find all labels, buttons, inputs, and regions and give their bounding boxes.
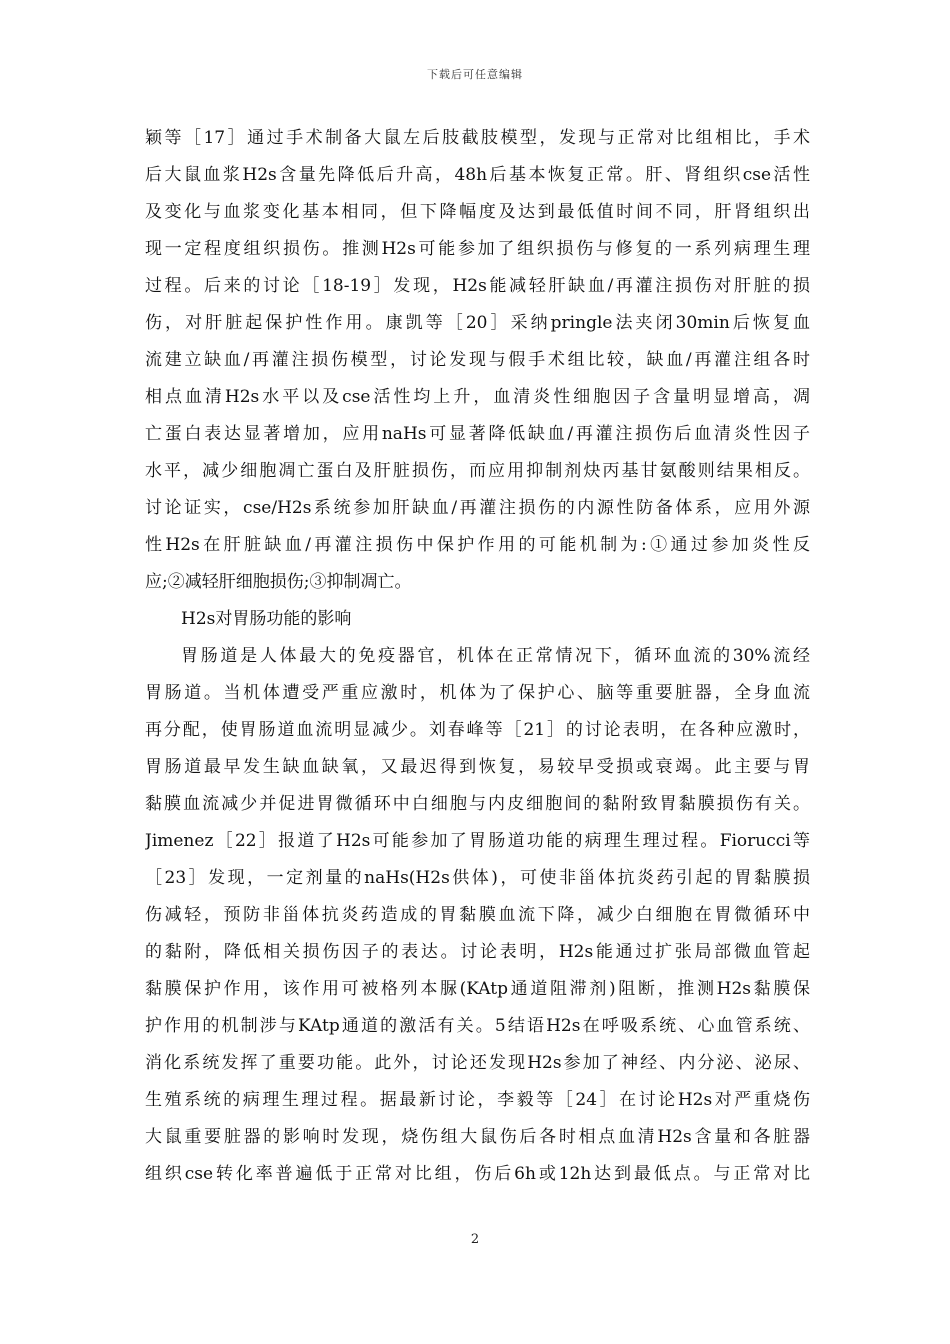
text-line: 大鼠重要脏器的影响时发现，烧伤组大鼠伤后各时相点血清H2s含量和各脏器 bbox=[145, 1127, 810, 1147]
page-header: 下载后可任意编辑 bbox=[427, 68, 523, 81]
text-line: 伤，对肝脏起保护性作用。康凯等［20］采纳pringle法夹闭30min后恢复血 bbox=[145, 313, 810, 333]
text-line: Jimenez［22］报道了H2s可能参加了胃肠道功能的病理生理过程。Fiorucci等 bbox=[145, 831, 810, 851]
text-line: 黏膜保护作用，该作用可被格列本脲(KAtp通道阻滞剂)阻断，推测H2s黏膜保 bbox=[145, 979, 810, 999]
text-line: 伤减轻，预防非甾体抗炎药造成的胃黏膜血流下降，减少白细胞在胃微循环中 bbox=[145, 905, 810, 925]
text-line: 后大鼠血浆H2s含量先降低后升高，48h后基本恢复正常。肝、肾组织cse活性 bbox=[145, 165, 810, 185]
text-line: 颖等［17］通过手术制备大鼠左后肢截肢模型，发现与正常对比组相比，手术 bbox=[145, 128, 810, 148]
text-line: 的黏附，降低相关损伤因子的表达。讨论表明，H2s能通过扩张局部微血管起 bbox=[145, 942, 810, 962]
text-line: 消化系统发挥了重要功能。此外，讨论还发现H2s参加了神经、内分泌、泌尿、 bbox=[145, 1053, 810, 1073]
text-line: 胃肠道最早发生缺血缺氧，又最迟得到恢复，易较早受损或衰竭。此主要与胃 bbox=[145, 757, 810, 777]
text-line: 及变化与血浆变化基本相同，但下降幅度及达到最低值时间不同，肝肾组织出 bbox=[145, 202, 810, 222]
text-line: 相点血清H2s水平以及cse活性均上升，血清炎性细胞因子含量明显增高，凋 bbox=[145, 387, 810, 407]
text-line: 生殖系统的病理生理过程。据最新讨论，李毅等［24］在讨论H2s对严重烧伤 bbox=[145, 1090, 810, 1110]
text-line: 流建立缺血/再灌注损伤模型，讨论发现与假手术组比较，缺血/再灌注组各时 bbox=[145, 350, 810, 370]
text-line: 现一定程度组织损伤。推测H2s可能参加了组织损伤与修复的一系列病理生理 bbox=[145, 239, 810, 259]
text-line: 应;②减轻肝细胞损伤;③抑制凋亡。 bbox=[145, 572, 412, 592]
text-line: 过程。后来的讨论［18-19］发现，H2s能减轻肝缺血/再灌注损伤对肝脏的损 bbox=[145, 276, 810, 296]
text-line: 亡蛋白表达显著增加，应用naHs可显著降低缺血/再灌注损伤后血清炎性因子 bbox=[145, 424, 810, 444]
text-line: ［23］发现，一定剂量的naHs(H2s供体)，可使非甾体抗炎药引起的胃黏膜损 bbox=[145, 868, 810, 888]
text-line: 再分配，使胃肠道血流明显减少。刘春峰等［21］的讨论表明，在各种应激时， bbox=[145, 720, 810, 740]
text-line: 性H2s在肝脏缺血/再灌注损伤中保护作用的可能机制为:①通过参加炎性反 bbox=[145, 535, 810, 555]
text-line: 护作用的机制涉与KAtp通道的激活有关。5结语H2s在呼吸系统、心血管系统、 bbox=[145, 1016, 810, 1036]
section-heading: H2s对胃肠功能的影响 bbox=[181, 609, 352, 629]
text-line: 组织cse转化率普遍低于正常对比组，伤后6h或12h达到最低点。与正常对比 bbox=[145, 1164, 810, 1184]
page-number: 2 bbox=[470, 1232, 480, 1247]
text-line: 水平，减少细胞凋亡蛋白及肝脏损伤，而应用抑制剂炔丙基甘氨酸则结果相反。 bbox=[145, 461, 810, 481]
body-text bbox=[145, 120, 810, 1193]
text-line: 黏膜血流减少并促进胃微循环中白细胞与内皮细胞间的黏附致胃黏膜损伤有关。 bbox=[145, 794, 810, 814]
text-line: 胃肠道是人体最大的免疫器官，机体在正常情况下，循环血流的30%流经 bbox=[181, 646, 810, 666]
text-line: 胃肠道。当机体遭受严重应激时，机体为了保护心、脑等重要脏器，全身血流 bbox=[145, 683, 810, 703]
text-line: 讨论证实，cse/H2s系统参加肝缺血/再灌注损伤的内源性防备体系，应用外源 bbox=[145, 498, 810, 518]
